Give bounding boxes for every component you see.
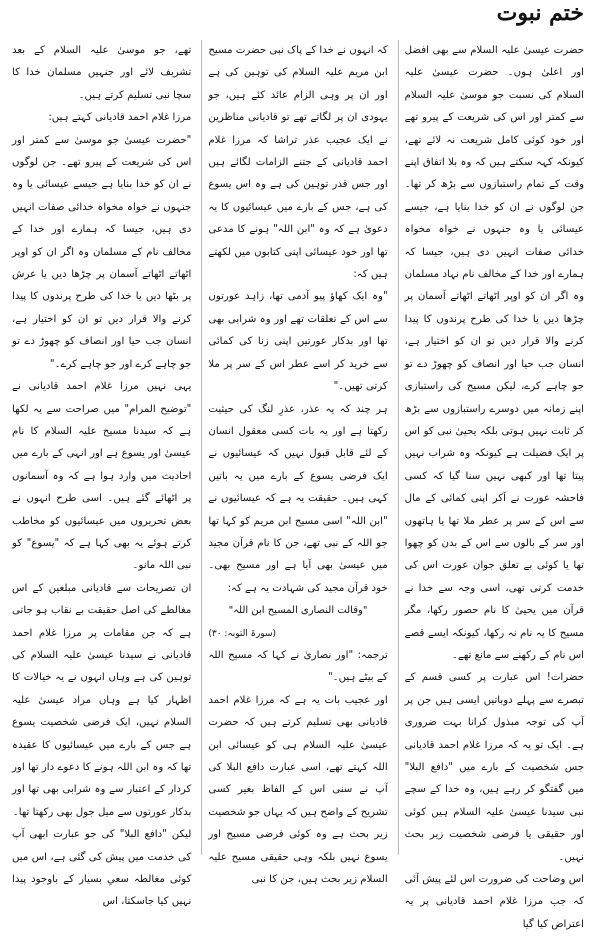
paragraph: اس وضاحت کی ضرورت اس لئے پیش آئی کہ جب مرزا غلام احمد قادیانی پر یہ اعتراض کیا گیا [404,874,584,930]
text-column-left [6,40,192,908]
magazine-logo: ختم نبوت [496,0,584,26]
paragraph: ہر چند کہ یہ عذر، عذرِ لنگ کی حیثیت رکھتا ہے اور یہ بات کسی معقول انسان کے لئے قابل قبول نہیں کہ عیسائیوں نے ایک فرضی یسوع کے بارے میں یہ باتیں کہی ہیں۔ حقیقت یہ ہے کہ عیسائیوں نے "ابن اللہ" اسی مسیح ابن مریم کو کہا تھا جو اللہ کے نبی تھے، جن کا نام قرآن مجید میں عیسیٰ بھی آیا ہے اور مسیح بھی۔ خود قرآن مجید کی شہادت یہ ہے کہ: [208,403,388,594]
paragraph: "حضرت عیسیٰ جو موسیٰ سے کمتر اور اس کی شریعت کے پیرو تھے۔ جن لوگوں نے ان کو خدا بنایا ہے جیسے عیسائی یا وہ جنہوں نے خواہ مخواہ خدائی صفات انہیں دی ہیں، جیسا کہ ہمارے اور خدا کے مخالف نام کے مسلمان وہ اگر ان کو اوپر اٹھاتے اٹھاتے آسمان پر چڑھا دیں یا عرش پر بٹھا دیں یا خدا کی طرح پرندوں کا پیدا کرنے والا قرار دیں تو ان کو اختیار ہے، انسان جب حیا اور انصاف کو چھوڑ دے تو جو چاہے کرے اور جو چاہے کرے۔" [12,134,192,370]
paragraph: ترجمہ: "اور نصاریٰ نے کہا کہ مسیح اللہ کے بیٹے ہیں۔" [208,649,388,684]
paragraph: لیکن "دافع البلا" کی جو عبارت ابھی آپ کی خدمت میں پیش کی گئی ہے، اس میں کوئی مغالطہ سعیِ بسیار کے باوجود پیدا نہیں کیا جاسکتا، اس [12,829,192,908]
article-columns [6,40,584,930]
paragraph: "وہ ایک کھاؤ پیو آدمی تھا، زاہد عورتوں سے اس کے تعلقات تھے اور وہ شرابی بھی تھا اور بدکار عورتیں اپنی زنا کی کمائی سے خرید کر اسے عطر اس کے سر پر ملا کرتی تھیں۔" [208,291,388,393]
paragraph: حضرات! اس عبارت پر کسی قسم کے تبصرے سے پہلے دوباتیں ایسی ہیں جن پر آپ کی توجہ مبذول کرانا بہت ضروری ہے۔ ایک تو یہ کہ مرزا غلام احمد قادیانی جس شخصیت کے بارے میں "دافع البلا" میں گفتگو کر رہے ہیں، وہ خدا کے سچے نبی سیدنا عیسیٰ علیہ السلام ہیں کوئی اور حقیقی یا فرضی شخصیت زیر بحث نہیں۔ [404,672,584,863]
paragraph: اور عجیب بات یہ ہے کہ مرزا غلام احمد قادیانی بھی تسلیم کرتے ہیں کہ حضرت عیسیٰ علیہ السلام ہی کو عیسائی ابن اللہ کہتے تھے، اسی عبارت دافع البلا کی آپ نے سنی اس کے الفاظ بغیر کسی تشریح کے واضح ہیں کہ یہاں جو شخصیت زیر بحث ہے وہ کوئی فرضی مسیح اور یسوع نہیں بلکہ وہی حقیقی مسیح علیہ السلام زیر بحث ہیں، جن کا نبی [208,694,388,886]
text-column-right [398,40,584,930]
paragraph: تھے، جو موسیٰ علیہ السلام کے بعد تشریف لائے اور جنہیں مسلمان خدا کا سچا نبی تسلیم کرتے ہیں۔ [12,45,192,101]
text-column-middle [201,40,388,886]
paragraph: حضرت عیسیٰ علیہ السلام سے بھی افضل اور اعلیٰ ہوں۔ حضرت عیسیٰ علیہ السلام کی نسبت جو موسیٰ علیہ السلام سے کمتر اور اس کی شریعت کے پیرو تھے اور خود کوئی کامل شریعت نہ لائے تھے، کیونکہ کہہ سکتے ہیں کہ وہ بلا اتفاق اپنے وقت کے تمام راستبازوں سے بڑھ کر تھا۔ جن لوگوں نے ان کو خدا بنایا ہے، جیسے عیسائی یا وہ جنہوں نے خواہ مخواہ خدائی صفات انہیں دی ہیں، جیسا کہ ہمارے اور خدا کے مخالف نام نہاد مسلمان وہ اگر ان کو اوپر اٹھاتے اٹھاتے آسمان پر چڑھا دیں یا خدا کی طرح پرندوں کا پیدا کرنے والا قرار دیں تو ان کو اختیار ہے، انسان جب حیا اور انصاف کو چھوڑ دے تو جو چاہے کرے، لیکن مسیح کی راستبازی اپنے زمانہ میں دوسرے راستبازوں سے بڑھ کر ثابت نہیں ہوتی بلکہ یحییٰ نبی کو اس پر ایک فضیلت ہے کیونکہ وہ شراب نہیں پیتا تھا اور کبھی نہیں سنا گیا کہ کسی فاحشہ عورت نے آکر اپنی کمائی کے مال سے اس کے سر پر عطر ملا تھا یا ہاتھوں اور سر کے بالوں سے اس کے بدن کو چھوا تھا یا کوئی بے تعلق جوان عورت اس کی خدمت کرتی تھی، اسی وجہ سے خدا نے قرآن میں یحییٰ کا نام حصور رکھا، مگر مسیح کا یہ نام نہ رکھا، کیونکہ ایسے قصے اس نام کے رکھنے سے مانع تھے۔ [404,45,584,661]
paragraph: مرزا غلام احمد قادیانی کہتے ہیں: [48,112,192,124]
paragraph: ان تصریحات سے قادیانی مبلغین کے اس مغالطے کی اصل حقیقت بے نقاب ہو جاتی ہے کہ جن مقامات پر مرزا غلام احمد قادیانی نے سیدنا عیسیٰ علیہ السلام کی توہین کی ہے وہاں انہوں نے یہ خیالات کا اظہار کیا ہے وہاں مراد عیسیٰ علیہ السلام نہیں، ایک فرضی شخصیت یسوع ہے جس کے بارے میں عیسائیوں کا عقیدہ تھا کہ وہ ابن اللہ ہونے کا دعوے دار تھا اور کردار کے اعتبار سے وہ شرابی بھی تھا اور بدکار عورتوں سے میل جول بھی رکھتا تھا۔ [12,582,192,818]
paragraph: یہی نہیں مرزا غلام احمد قادیانی نے "توضیح المرام" میں صراحت سے یہ لکھا ہے کہ سیدنا مسیح علیہ السلام کا نام عیسیٰ اور یسوع ہے اور انہی کے بارے میں احادیث میں وارد ہوا ہے کہ وہ آسمانوں پر اٹھائے گئے ہیں۔ اسی طرح انہوں نے بعض تحریروں میں عیسائیوں کو مخاطب کرتے ہوئے یہ بھی کہا ہے کہ "یسوع" کو نبی اللہ مانو۔ [12,381,192,572]
paragraph: (سورۃ التوبہ: ۳۰) [208,628,276,639]
paragraph: کہ انہوں نے خدا کے پاک نبی حضرت مسیح ابن مریم علیہ السلام کی توہین کی ہے اور ان پر وہی الزام عائد کئے ہیں، جو یہودی ان پر لگاتے تھے تو قادیانی مناظرین نے ایک عجیب عذر تراشا کہ مرزا غلام احمد قادیانی کے جتنے الزامات لگائے ہیں اور جس قدر توہین کی ہے وہ اس یسوع کی ہے، جس کے بارے میں عیسائیوں کا یہ دعویٰ ہے کہ وہ "ابن اللہ" ہونے کا مدعی تھا اور خود عیسائی اپنی کتابوں میں لکھتے ہیں کہ: [208,45,388,281]
paragraph: "وقالت النصاری المسیح ابن اللہ" [228,605,368,617]
